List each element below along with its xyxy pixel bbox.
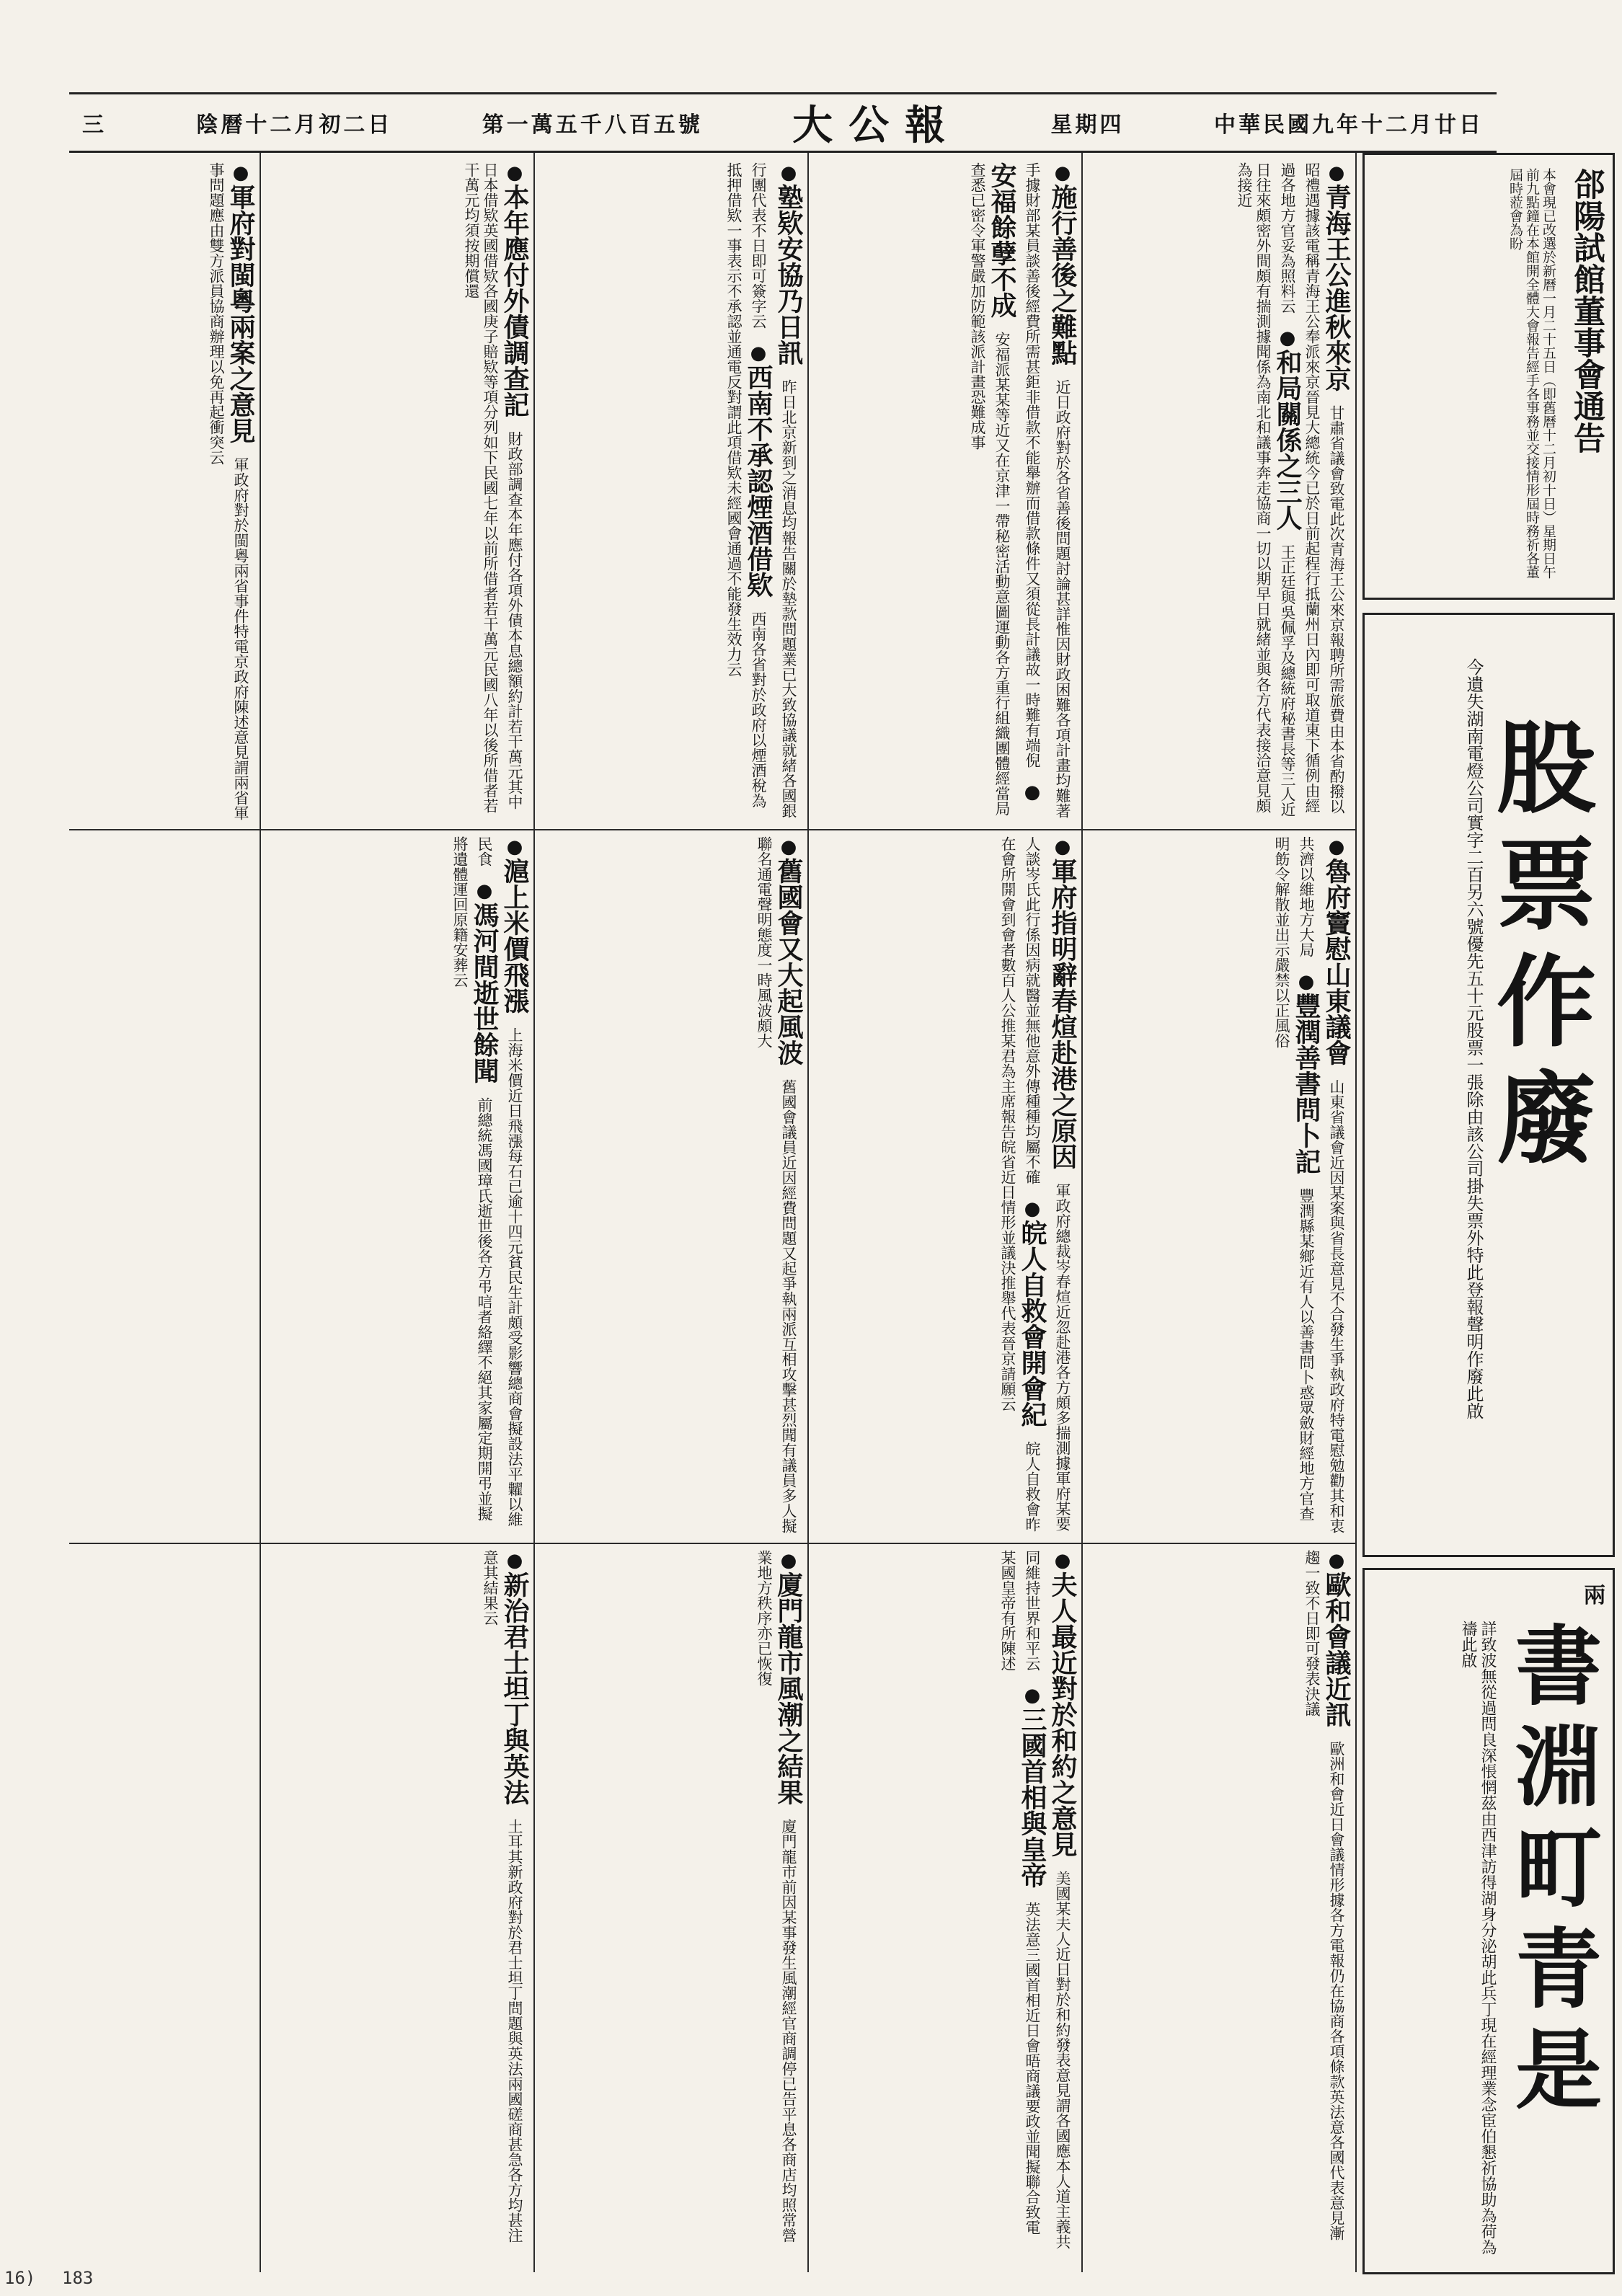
issue-number: 第一萬五千八百五號 [482,112,703,138]
article [1089,836,1352,1535]
article [72,836,530,1535]
advert-headline: 郃陽試館董事會通告 [1568,168,1605,453]
advert-label: 兩 [1584,1583,1605,1608]
article-title: ●新治君士坦丁與英法 [500,1550,530,1805]
article-title: ●夫人最近對於和約之意見 [1047,1550,1078,1857]
article-body: 昨日北京新到之消息均報告關於墊款問題業已大致協議就緒各國銀行團代表不日即可簽字云 [750,162,797,818]
article-body: 廈門龍市前因某事發生風潮經官商調停已告平息各商店均照常營業地方秩序亦已恢復 [755,1550,797,2243]
article-body: 皖人自救會昨在會所開會到會者數百人公推某君為主席報告皖省近日情形並議決推舉代表晉京請願云 [999,836,1041,1532]
advert-body: 詳致波無從過問良深悵惘茲由西津訪得湖身分泌胡此兵丁現在經理業念宦伯懇祈協助為荷為禱此啟 [1459,1621,1497,2255]
article-title: ●施行善後之難點 [1047,162,1078,365]
column-rule [1355,153,1357,2272]
row-rule [69,1543,1355,1544]
article-body: 軍政府總裁岑春煊近忽赴港各方頗多揣測據軍府某要人談岑氏此行係因病就醫並無他意外傳種種均屬不確 [1024,836,1071,1531]
article-title: ●魯府竇慰山東議會 [1321,836,1352,1065]
advert-notice [1362,1568,1615,2274]
page-footer [0,2264,1622,2292]
page-number: 三 [82,112,107,138]
article [1089,1550,1352,2249]
article-body: 舊國會議員近因經費問題又起爭執兩派互相攻擊甚烈聞有議員多人擬聯名通電聲明態度一時風波頗大 [755,836,797,1533]
article-title: ●豐潤善書問卜記 [1291,971,1321,1174]
article [815,836,1078,1535]
article-body: 山東省議會近因某案與省長意見不合發生爭執政府特電慰勉勸其和衷共濟以維地方大局 [1298,836,1345,1533]
column-rule [533,153,535,2272]
article-title: ●三國首相與皇帝 [1017,1685,1047,1888]
advert-stock-void [1362,613,1615,1557]
advert-huiguan-notice [1362,153,1615,600]
masthead [69,92,1497,153]
article-title: ●安福餘孽不成 [987,162,1043,803]
advert-body: 本會現已改選於新曆一月二十五日（即舊曆十二月初十日）星期日午前九點鐘在本館開全體大會報告經手各事務並交接情形屆時務祈各董屆時蒞會為盼 [1507,168,1556,579]
article-body: 財政部調查本年應付各項外債本息總額約計若干萬元其中日本借欵英國借欵各國庚子賠欵等項分列如下民國七年以前所借者若干萬元民國八年以後所借者若干萬元均須按期償還 [463,162,523,813]
paper-title: 大公報 [792,102,962,149]
article [541,162,804,822]
article-body: 近日政府對於各省善後問題討論甚詳惟因財政困難各項計畫均難著手據財部某員談善後經費所需甚鉅非借款不能舉辦而借款條件又須從長計議故一時難有端倪 [1024,162,1071,818]
date-gregorian: 中華民國九年十二月廿日 [1213,112,1484,138]
article-body: 美國某夫人近日對於和約發表意見謂各國應本人道主義共同維持世界和平云 [1024,1550,1071,2249]
date-lunar: 陰曆十二月初二日 [196,112,393,138]
article-title: ●歐和會議近訊 [1321,1550,1352,1727]
advert-headline: 書淵町青是 [1501,1621,1603,2125]
article-title: ●廈門龍市風潮之結果 [774,1550,804,1805]
article-body: 前總統馮國璋氏逝世後各方弔唁者絡繹不絕其家屬定期開弔並擬將遺體運回原籍安葬云 [451,836,493,1521]
footer-mark: 16) [4,2268,36,2288]
article [815,162,1078,822]
advert-headline: 股票作廢 [1480,716,1597,1183]
advert-body: 今遺失湖南電燈公司實字二百另六號優先五十元股票一張除由該公司掛失票外特此登報聲明作廢此啟 [1463,658,1484,1419]
article-title: ●馮河間逝世餘聞 [469,880,500,1083]
article-body: 甘肅省議會致電此次青海王公來京報聘所需旅費由本省酌撥以昭禮遇據該電稱青海王公奉派來京晉見大總統今已於日前起程行抵蘭州日內即可取道東下循例由經過各地方官妥為照料云 [1279,162,1345,814]
article-body: 上海米價近日飛漲每石已逾十四元貧民生計頗受影響總商會擬設法平糶以維民食 [476,836,523,1527]
column-rule [1081,153,1083,2272]
article-title: ●西南不承認煙酒借欵 [743,342,774,598]
article [541,1550,804,2249]
article-title: ●軍府指明辭春煊赴港之原因 [1047,836,1078,1169]
article-body: 歐洲和會近日會議情形據各方電報仍在協商各項條款英法意各國代表意見漸趨一致不日即可發表決議 [1303,1550,1345,2240]
article-title: ●塾欵安協乃日訊 [774,162,804,365]
article-body: 王正廷與吳佩孚及總統府秘書長等三人近日往來頗密外間頗有揣測據聞係為南北和議事奔走協商一切以期早日就緒並與各方代表接洽意見頗為接近 [1236,162,1296,817]
article [72,162,256,822]
row-rule [69,829,1355,830]
article [1089,162,1352,822]
article-body: 軍政府對於閩粵兩省事件特電京政府陳述意見謂兩省軍事問題應由雙方派員協商辦理以免再起衝突云 [208,162,249,820]
article-title: ●青海王公進秋來京 [1321,162,1352,391]
article-title: ●皖人自救會開會紀 [1017,1198,1047,1427]
article [815,1550,1078,2249]
column-rule [807,153,809,2272]
article-title: ●舊國會又大起風波 [774,836,804,1065]
article-body: 安福派某某等近又在京津一帶秘密活動意圖運動各方重行組織團體經當局查悉已密令軍警嚴加防範該派計畫恐難成事 [969,162,1011,816]
article-body: 英法意三國首相近日會晤商議要政並聞擬聯合致電某國皇帝有所陳述 [999,1550,1041,2235]
article-body: 土耳其新政府對於君士坦丁問題與英法兩國磋商甚急各方均甚注意其結果云 [482,1550,523,2243]
weekday: 星期四 [1050,112,1125,138]
article [541,836,804,1535]
article-body: 西南各省對於政府以煙酒稅為抵押借欵一事表示不承認並通電反對謂此項借欵未經國會通過不能發生效力云 [725,162,767,808]
article-title: ●滬上米價飛漲 [500,836,530,1014]
article-title: ●軍府對閩粵兩案之意見 [226,162,256,443]
article [72,1550,530,2249]
article-title: ●本年應付外債調查記 [500,162,530,417]
article-title: ●和局關係之三人 [1272,327,1303,531]
article [267,162,530,822]
footer-page-ref: 183 [62,2268,94,2288]
article-body: 豐潤縣某鄉近有人以善書問卜惑眾斂財經地方官查明飭令解散並出示嚴禁以正風俗 [1273,836,1315,1521]
